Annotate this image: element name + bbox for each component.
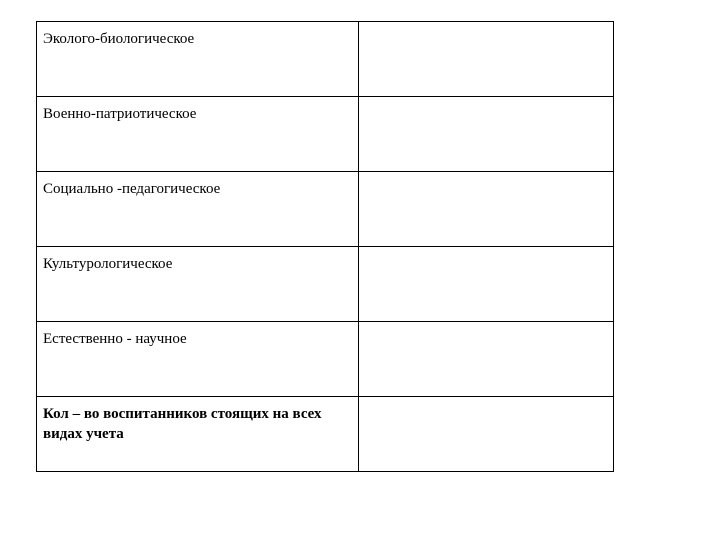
- row-label-cell: [37, 97, 359, 172]
- row-value-cell: [359, 172, 614, 247]
- row-label-cell: [37, 322, 359, 397]
- activity-table: [36, 21, 614, 472]
- table-row: [37, 247, 614, 322]
- table-row: [37, 22, 614, 97]
- table-row: [37, 397, 614, 472]
- row-label: Эколого-биологическое: [43, 31, 195, 47]
- row-label-cell: [37, 172, 359, 247]
- row-value-cell: [359, 397, 614, 472]
- row-label-cell: [37, 22, 359, 97]
- row-value-cell: [359, 22, 614, 97]
- row-label: Социально -педагогическое: [43, 181, 221, 197]
- row-label: Культурологическое: [43, 256, 173, 272]
- row-label: Военно-патриотическое: [43, 106, 197, 122]
- row-label-cell: [37, 247, 359, 322]
- table-row: [37, 322, 614, 397]
- row-label: Кол – во воспитанников стоящих на всех видах учета: [43, 406, 322, 442]
- row-value-cell: [359, 97, 614, 172]
- table-row: [37, 172, 614, 247]
- row-value-cell: [359, 247, 614, 322]
- row-label-cell: [37, 397, 359, 472]
- table-row: [37, 97, 614, 172]
- row-label: Естественно - научное: [43, 331, 187, 347]
- row-value-cell: [359, 322, 614, 397]
